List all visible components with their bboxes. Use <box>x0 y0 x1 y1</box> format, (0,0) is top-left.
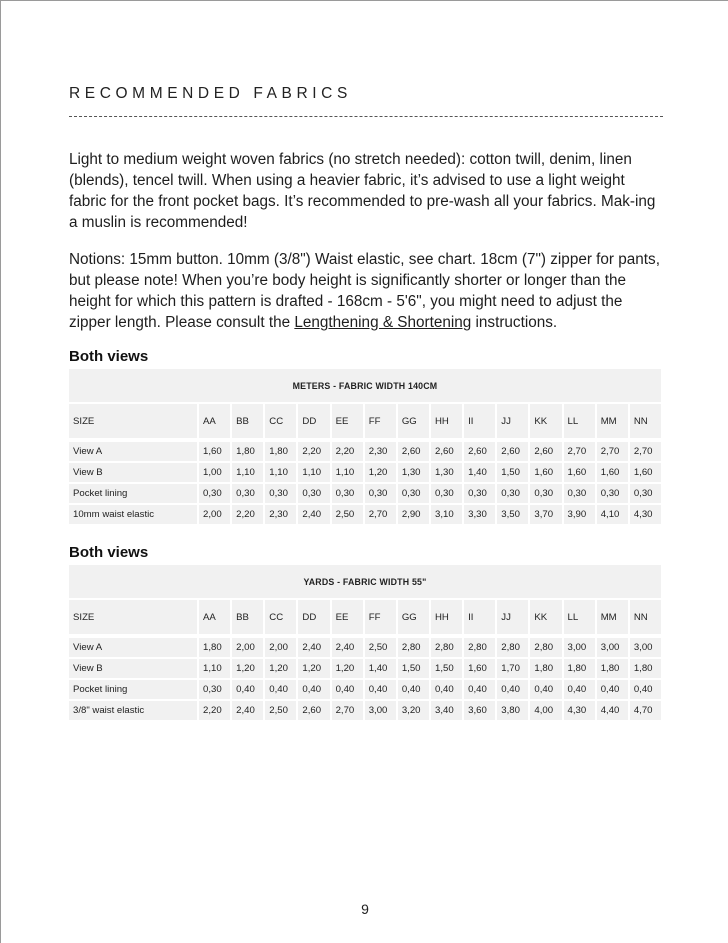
size-label: SIZE <box>69 600 197 634</box>
table-row <box>69 678 661 699</box>
table-cell: 1,30 <box>431 461 462 482</box>
table-cell: 0,40 <box>497 678 528 699</box>
size-header-cell: LL <box>564 404 595 438</box>
table-cell: 2,60 <box>497 440 528 461</box>
table-cell: 1,80 <box>630 657 661 678</box>
table-cell: 0,40 <box>597 678 628 699</box>
size-header-cell: DD <box>298 404 329 438</box>
table-cell: 2,00 <box>265 636 296 657</box>
table-cell: 2,40 <box>232 699 263 720</box>
row-label: View B <box>69 461 197 482</box>
table-cell: 2,40 <box>298 503 329 524</box>
table-cell: 1,80 <box>564 657 595 678</box>
size-header-cell: CC <box>265 404 296 438</box>
table-cell: 1,20 <box>332 657 363 678</box>
table-cell: 0,40 <box>630 678 661 699</box>
table-cell: 1,40 <box>365 657 396 678</box>
size-header-cell: MM <box>597 600 628 634</box>
table-cell: 2,20 <box>232 503 263 524</box>
size-header-cell: BB <box>232 600 263 634</box>
table-row <box>69 699 661 720</box>
table-cell: 2,70 <box>365 503 396 524</box>
table-cell: 2,50 <box>365 636 396 657</box>
table-cell: 0,30 <box>564 482 595 503</box>
table-cell: 2,30 <box>365 440 396 461</box>
table-cell: 4,40 <box>597 699 628 720</box>
table-cell: 1,60 <box>597 461 628 482</box>
size-header-cell: LL <box>564 600 595 634</box>
fabric-table-meters <box>67 369 663 524</box>
size-header-row <box>69 404 661 438</box>
fabric-description: Light to medium weight woven fabrics (no stretch needed): cotton twill, denim, linen (blends), tencel twill. When using a heavier fabric, it’s advised to use a light weight fabric for the front pocket bags. It’s recommended to pre-wash all your fabrics. Mak-ing a muslin is recommended! <box>69 151 656 231</box>
size-header-cell: KK <box>530 600 561 634</box>
section-heading: RECOMMENDED FABRICS <box>69 85 352 102</box>
row-label: Pocket lining <box>69 482 197 503</box>
table-cell: 3,60 <box>464 699 495 720</box>
table-row <box>69 440 661 461</box>
size-header-cell: NN <box>630 600 661 634</box>
table-section-title-yards: Both views <box>69 544 149 561</box>
size-header-cell: AA <box>199 404 230 438</box>
table-cell: 2,80 <box>530 636 561 657</box>
table-cell: 1,20 <box>298 657 329 678</box>
table-cell: 0,40 <box>564 678 595 699</box>
table-row <box>69 482 661 503</box>
table-cell: 2,50 <box>265 699 296 720</box>
row-label: View A <box>69 636 197 657</box>
table-cell: 1,80 <box>265 440 296 461</box>
table-cell: 3,00 <box>597 636 628 657</box>
row-label: View A <box>69 440 197 461</box>
table-cell: 2,20 <box>298 440 329 461</box>
table-cell: 2,80 <box>497 636 528 657</box>
table-cell: 1,50 <box>398 657 429 678</box>
table-cell: 1,50 <box>431 657 462 678</box>
table-cell: 0,40 <box>365 678 396 699</box>
lengthening-shortening-link[interactable]: Lengthening & Shortening <box>294 314 472 331</box>
table-cell: 2,50 <box>332 503 363 524</box>
row-label: 3/8" waist elastic <box>69 699 197 720</box>
table-cell: 0,30 <box>431 482 462 503</box>
table-cell: 0,40 <box>298 678 329 699</box>
size-header-cell: EE <box>332 404 363 438</box>
table-cell: 1,80 <box>530 657 561 678</box>
table-cell: 1,40 <box>464 461 495 482</box>
table-cell: 0,30 <box>232 482 263 503</box>
table-cell: 2,70 <box>597 440 628 461</box>
size-header-cell: HH <box>431 404 462 438</box>
table-cell: 0,40 <box>530 678 561 699</box>
table-cell: 0,30 <box>530 482 561 503</box>
table-cell: 1,10 <box>298 461 329 482</box>
table-cell: 1,20 <box>265 657 296 678</box>
table-cell: 1,80 <box>597 657 628 678</box>
table-cell: 1,70 <box>497 657 528 678</box>
table-cell: 3,50 <box>497 503 528 524</box>
table-cell: 0,30 <box>332 482 363 503</box>
table-cell: 0,40 <box>265 678 296 699</box>
table-cell: 2,60 <box>298 699 329 720</box>
table-cell: 1,30 <box>398 461 429 482</box>
size-header-cell: CC <box>265 600 296 634</box>
table-cell: 0,30 <box>398 482 429 503</box>
table-cell: 0,30 <box>298 482 329 503</box>
table-cell: 2,40 <box>332 636 363 657</box>
table-cell: 3,70 <box>530 503 561 524</box>
table-section-title-meters: Both views <box>69 348 149 365</box>
table-cell: 1,80 <box>232 440 263 461</box>
table-cell: 3,10 <box>431 503 462 524</box>
size-header-cell: FF <box>365 600 396 634</box>
table-cell: 3,00 <box>365 699 396 720</box>
table-cell: 1,60 <box>199 440 230 461</box>
table-cell: 2,40 <box>298 636 329 657</box>
size-header-cell: GG <box>398 404 429 438</box>
table-cell: 0,30 <box>497 482 528 503</box>
table-row <box>69 461 661 482</box>
size-header-cell: II <box>464 404 495 438</box>
table-cell: 1,10 <box>232 461 263 482</box>
fabric-table-yards <box>67 565 663 720</box>
size-header-cell: HH <box>431 600 462 634</box>
size-header-cell: EE <box>332 600 363 634</box>
table-cell: 4,30 <box>564 699 595 720</box>
table-cell: 3,00 <box>630 636 661 657</box>
table-cell: 2,30 <box>265 503 296 524</box>
table-cell: 2,70 <box>564 440 595 461</box>
size-header-cell: BB <box>232 404 263 438</box>
size-label: SIZE <box>69 404 197 438</box>
table-cell: 3,00 <box>564 636 595 657</box>
size-header-cell: DD <box>298 600 329 634</box>
table-cell: 0,40 <box>431 678 462 699</box>
table-cell: 2,20 <box>332 440 363 461</box>
table-cell: 1,00 <box>199 461 230 482</box>
table-cell: 0,40 <box>464 678 495 699</box>
table-row <box>69 657 661 678</box>
size-header-cell: MM <box>597 404 628 438</box>
table-cell: 2,70 <box>332 699 363 720</box>
table-cell: 1,50 <box>497 461 528 482</box>
table-cell: 2,70 <box>630 440 661 461</box>
size-header-row <box>69 600 661 634</box>
table-row <box>69 636 661 657</box>
table-cell: 3,20 <box>398 699 429 720</box>
table-cell: 2,60 <box>464 440 495 461</box>
table-cell: 0,30 <box>265 482 296 503</box>
size-header-cell: JJ <box>497 600 528 634</box>
notions-description <box>69 249 663 333</box>
table-cell: 1,10 <box>265 461 296 482</box>
table-cell: 3,90 <box>564 503 595 524</box>
size-header-cell: KK <box>530 404 561 438</box>
table-cell: 4,10 <box>597 503 628 524</box>
table-cell: 2,00 <box>199 503 230 524</box>
size-header-cell: AA <box>199 600 230 634</box>
table-cell: 0,30 <box>597 482 628 503</box>
size-header-cell: GG <box>398 600 429 634</box>
table-cell: 0,30 <box>199 482 230 503</box>
table-cell: 2,80 <box>431 636 462 657</box>
table-cell: 1,80 <box>199 636 230 657</box>
table-cell: 3,40 <box>431 699 462 720</box>
size-header-cell: FF <box>365 404 396 438</box>
table-cell: 2,60 <box>398 440 429 461</box>
row-label: 10mm waist elastic <box>69 503 197 524</box>
size-header-cell: NN <box>630 404 661 438</box>
table-cell: 0,40 <box>332 678 363 699</box>
table-cell: 4,30 <box>630 503 661 524</box>
table-cell: 1,60 <box>464 657 495 678</box>
table-caption: METERS - FABRIC WIDTH 140CM <box>69 369 661 402</box>
table-cell: 0,30 <box>464 482 495 503</box>
table-cell: 1,10 <box>199 657 230 678</box>
table-cell: 3,80 <box>497 699 528 720</box>
page-number: 9 <box>361 901 369 917</box>
notions-text: Notions: 15mm button. 10mm (3/8") Waist elastic, see chart. 18cm (7") zipper for pants, but please note! When you’re body height is significantly shorter or longer than the height for which this pattern is drafted - 168cm - 5'6", you might need to adjust the zipper length. Please consult the <box>69 251 660 331</box>
dashed-divider <box>69 116 663 117</box>
table-cell: 1,60 <box>530 461 561 482</box>
size-header-cell: JJ <box>497 404 528 438</box>
table-cell: 4,00 <box>530 699 561 720</box>
table-cell: 4,70 <box>630 699 661 720</box>
table-cell: 0,30 <box>630 482 661 503</box>
table-row <box>69 503 661 524</box>
row-label: View B <box>69 657 197 678</box>
table-cell: 2,00 <box>232 636 263 657</box>
table-cell: 2,60 <box>530 440 561 461</box>
table-cell: 0,40 <box>232 678 263 699</box>
table-cell: 1,20 <box>232 657 263 678</box>
table-cell: 0,30 <box>199 678 230 699</box>
table-cell: 1,60 <box>564 461 595 482</box>
table-cell: 3,30 <box>464 503 495 524</box>
table-cell: 2,80 <box>464 636 495 657</box>
table-cell: 1,60 <box>630 461 661 482</box>
size-header-cell: II <box>464 600 495 634</box>
table-caption: YARDS - FABRIC WIDTH 55" <box>69 565 661 598</box>
table-cell: 1,20 <box>365 461 396 482</box>
table-cell: 2,20 <box>199 699 230 720</box>
table-cell: 0,30 <box>365 482 396 503</box>
notions-text-end: instructions. <box>471 314 558 331</box>
table-cell: 1,10 <box>332 461 363 482</box>
row-label: Pocket lining <box>69 678 197 699</box>
table-cell: 0,40 <box>398 678 429 699</box>
table-cell: 2,60 <box>431 440 462 461</box>
table-cell: 2,80 <box>398 636 429 657</box>
table-cell: 2,90 <box>398 503 429 524</box>
